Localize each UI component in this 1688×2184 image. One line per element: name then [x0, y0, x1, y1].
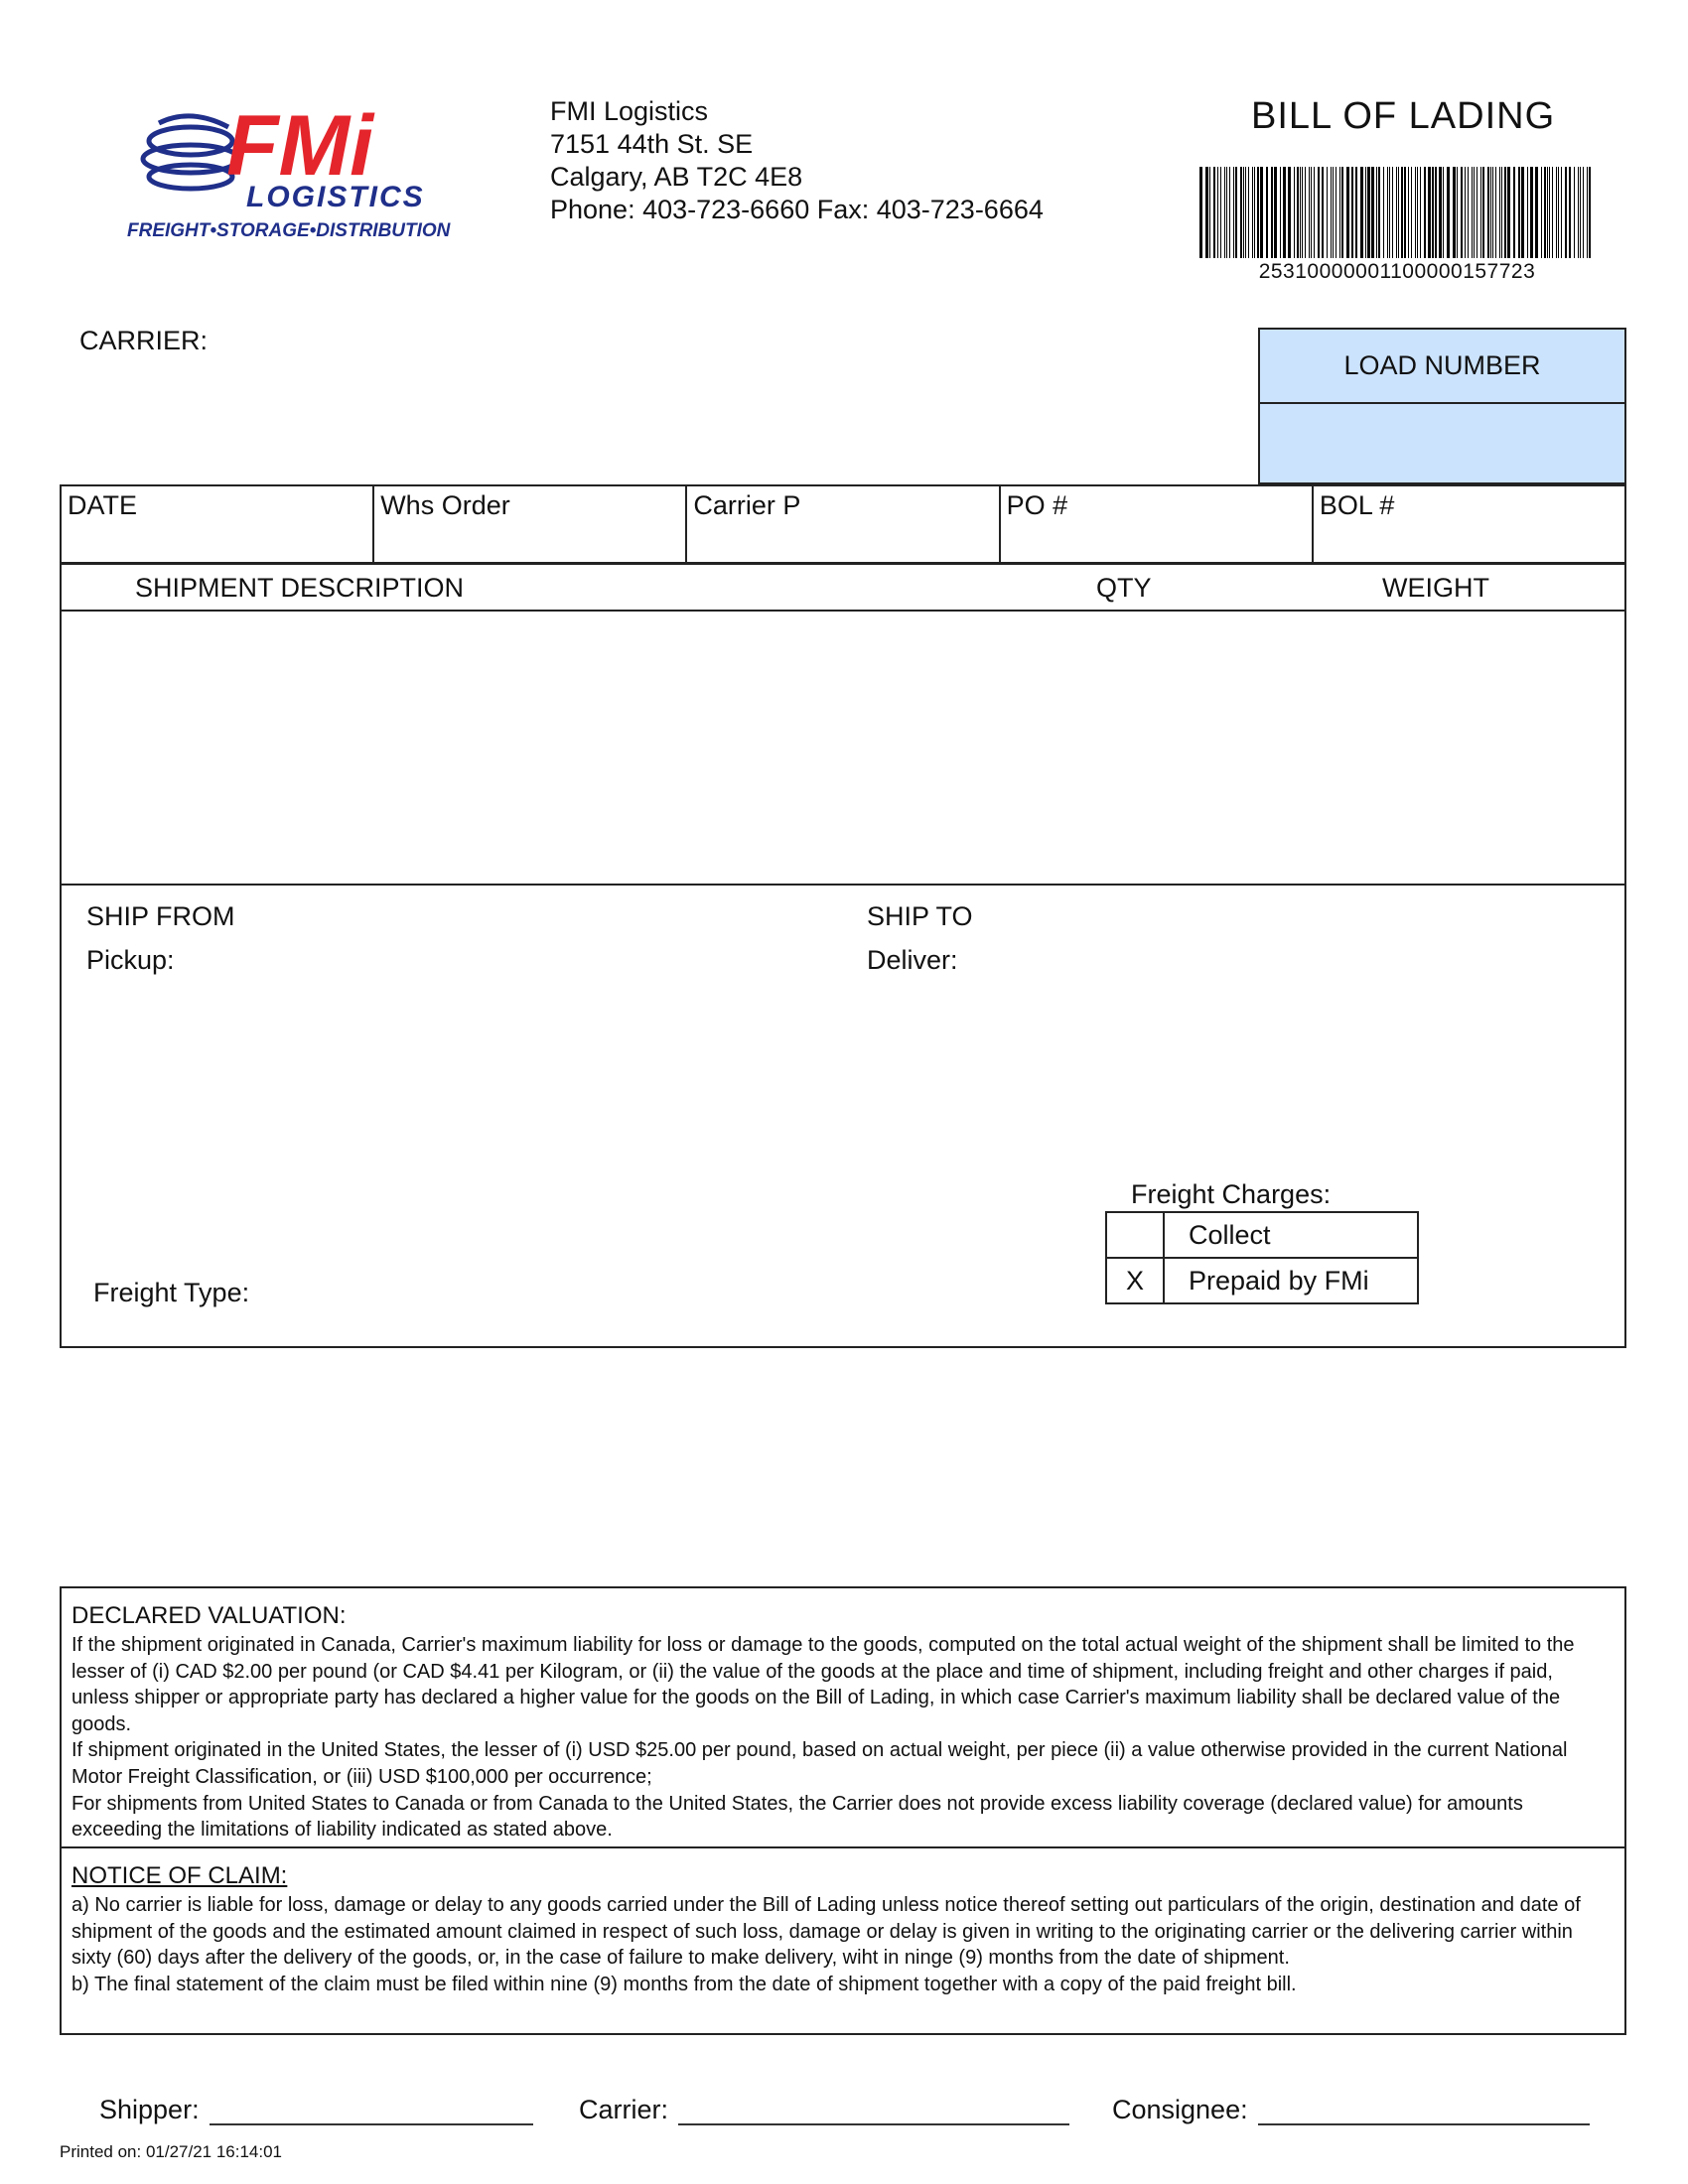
shipment-description-label: SHIPMENT DESCRIPTION: [135, 573, 465, 603]
prepaid-checkbox[interactable]: X: [1106, 1258, 1164, 1303]
info-row: [60, 484, 1626, 564]
prepaid-label: Prepaid by FMi: [1164, 1258, 1418, 1303]
shipper-signature: [99, 2095, 533, 2125]
load-number-box: [1258, 328, 1626, 484]
terms-box: [60, 1586, 1626, 2035]
company-street: 7151 44th St. SE: [550, 129, 754, 159]
shipment-body: [60, 610, 1626, 886]
carrier-p-field: Carrier P: [687, 486, 1000, 562]
collect-checkbox[interactable]: [1106, 1212, 1164, 1258]
notice-of-claim-section: [62, 1848, 1624, 1997]
ship-from-title: SHIP FROM: [86, 901, 235, 931]
printed-timestamp: Printed on: 01/27/21 16:14:01: [60, 2142, 283, 2161]
carrier-signature: [579, 2095, 1069, 2125]
qty-label: QTY: [1096, 573, 1152, 603]
freight-charges-table: [1105, 1211, 1419, 1304]
logo-tagline: FREIGHT•STORAGE•DISTRIBUTION: [127, 220, 451, 241]
notice-of-claim-paragraph: b) The final statement of the claim must be filed within nine (9) months from the date of shipment together with a copy of the paid freight bill.: [71, 1973, 1297, 1995]
barcode: [1199, 167, 1595, 258]
shipment-header: [60, 563, 1626, 612]
company-name: FMI Logistics: [550, 96, 709, 126]
declared-valuation-section: [62, 1588, 1624, 1848]
shipper-signature-line[interactable]: [210, 2102, 533, 2125]
declared-valuation-paragraph: For shipments from United States to Canada or from Canada to the United States, the Carrier does not provide excess liability coverage (declared value) for amounts exceeding the limitations of liability indicated as stated above.: [71, 1792, 1523, 1842]
collect-label: Collect: [1164, 1212, 1418, 1258]
bol-number-field: BOL #: [1319, 490, 1395, 520]
freight-type-label: Freight Type:: [93, 1278, 250, 1307]
document-title: BILL OF LADING: [1251, 95, 1556, 137]
logo-subtitle: LOGISTICS: [246, 181, 425, 213]
carrier-signature-label: Carrier:: [579, 2095, 669, 2124]
declared-valuation-paragraph: If shipment originated in the United States, the lesser of (i) USD $25.00 per pound, based on actual weight, per piece (ii) a value otherwise provided in the current National Motor Freight Classification, or (iii) USD $100,000 per occurrence;: [71, 1739, 1568, 1788]
deliver-label: Deliver:: [867, 945, 958, 975]
freight-charges-label: Freight Charges:: [1131, 1179, 1332, 1209]
barcode-number: 25310000001100000157723: [1258, 260, 1536, 283]
globe-icon: [143, 116, 238, 189]
company-city: Calgary, AB T2C 4E8: [550, 162, 803, 192]
ship-to-title: SHIP TO: [867, 901, 973, 931]
consignee-signature-label: Consignee:: [1112, 2095, 1248, 2124]
notice-of-claim-paragraph: a) No carrier is liable for loss, damage or delay to any goods carried under the Bill of Lading unless notice thereof setting out particulars of the origin, destination and date of shipment of the goods and the estimated amount claimed in respect of such loss, damage or delay is given in writing to the originating carrier or the delivering carrier within sixty (60) days after the delivery of the goods, or, in the case of failure to make delivery, wiht in ninge (9) months from the date of shipment.: [71, 1894, 1581, 1970]
freight-charge-row: [1106, 1212, 1418, 1258]
freight-charge-row: [1106, 1258, 1418, 1303]
logo-wordmark: FMi: [226, 98, 374, 194]
whs-order-field: Whs Order: [374, 486, 687, 562]
date-field: DATE: [62, 486, 374, 562]
notice-of-claim-heading: NOTICE OF CLAIM:: [71, 1862, 288, 1889]
carrier-signature-line[interactable]: [678, 2102, 1069, 2125]
fmi-logo: [119, 97, 496, 246]
weight-label: WEIGHT: [1382, 573, 1489, 603]
consignee-signature-line[interactable]: [1258, 2102, 1590, 2125]
shipper-signature-label: Shipper:: [99, 2095, 200, 2124]
consignee-signature: [1112, 2095, 1590, 2125]
company-phone: Phone: 403-723-6660 Fax: 403-723-6664: [550, 195, 1044, 224]
pickup-label: Pickup:: [86, 945, 175, 975]
declared-valuation-heading: DECLARED VALUATION:: [71, 1602, 347, 1629]
company-address: [550, 95, 1044, 226]
declared-valuation-paragraph: If the shipment originated in Canada, Carrier's maximum liability for loss or damage to the goods, computed on the total actual weight of the shipment shall be limited to the lesser of (i) CAD $2.00 per pound (or CAD $4.41 per Kilogram, or (ii) the value of the goods at the place and time of shipment, including freight and other charges if paid, unless shipper or appropriate party has declared a higher value for the goods on the Bill of Lading, in which case Carrier's maximum liability shall be declared value of the goods.: [71, 1634, 1575, 1735]
carrier-label: CARRIER:: [79, 326, 209, 355]
po-number-field: PO #: [1001, 486, 1314, 562]
load-number-label: LOAD NUMBER: [1260, 330, 1624, 404]
